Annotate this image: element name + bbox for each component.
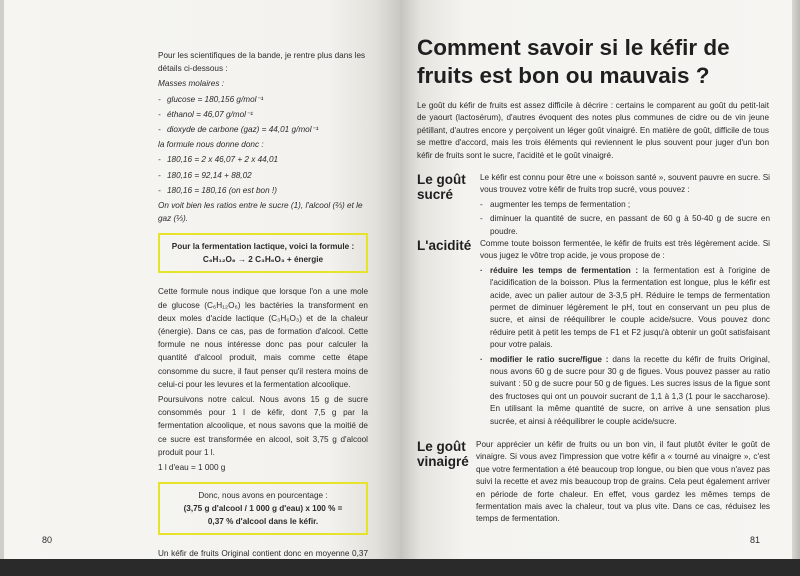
section-heading-acidity: L'acidité xyxy=(417,238,472,253)
page-edge-right xyxy=(792,0,800,559)
mass-item: - éthanol = 46,07 g/mol⁻¹ xyxy=(158,108,368,121)
box-title: Donc, nous avons en pourcentage : xyxy=(198,491,328,501)
paragraph: Cette formule nous indique que lorsque l'on a une mole de glucose (C₆H₁₂O₆) les bactéries la transforment en deux moles d'acide lactique (C₃H₆O₃) et de la chaleur (énergie). Dans ce cas, pas de formation d'alcool. Cette formule ne nous intéresse donc pas pour calculer la quantité d'alcool produit, mais comme cette étape consomme du sucre, il faut penser qu'il restera moins de celui-ci pour les levures et la fermentation alcoolique. xyxy=(158,287,368,389)
section-sweet xyxy=(480,172,770,240)
section-heading-vinegar: Le goût vinaigré xyxy=(417,439,469,469)
page-number: 80 xyxy=(42,535,53,545)
formula-line: - 180,16 = 92,14 + 88,02 xyxy=(158,169,368,182)
box-formula: C₆H₁₂O₆ → 2 C₃H₆O₃ + énergie xyxy=(202,255,324,265)
formula-label: la formule nous donne donc : xyxy=(158,140,264,150)
ratios-text: On voit bien les ratios entre le sucre (1), l'alcool (⅔) et le gaz (⅓). xyxy=(158,201,363,224)
conclusion: Un kéfir de fruits Original contient donc en moyenne 0,37 % d'alcool. xyxy=(158,549,368,572)
water-line: 1 l d'eau = 1 000 g xyxy=(158,463,226,473)
mass-item: - dioxyde de carbone (gaz) = 44,01 g/mol⁻¹ xyxy=(158,123,368,136)
section-acidity xyxy=(480,238,770,430)
page-title: Comment savoir si le kéfir de fruits est bon ou mauvais ? xyxy=(417,35,730,88)
list-item: - augmenter les temps de fermentation ; xyxy=(480,199,770,211)
item-text: la fermentation est à l'origine de l'acidification de la boisson. Plus la fermentation est longue, plus le kéfir est acide, avec un palier autour de 3-3,5 pH. Réduire le temps de fermentation permet de diminuer légèrement le pH, tout en conservant un peu plus de sucre, et ainsi de rééquilibrer le couple acide/sucre. Vous pouvez donc réduire petit à petit les temps de F1 et F2 jusqu'à obtenir un goût satisfaisant pour votre palais. xyxy=(490,265,770,350)
box-line: (3,75 g d'alcool / 1 000 g d'eau) x 100 % = xyxy=(183,504,343,514)
left-page xyxy=(0,0,400,572)
page-edge-left xyxy=(0,0,4,559)
box-title: Pour la fermentation lactique, voici la formule : xyxy=(171,242,355,252)
mass-item: - glucose = 180,156 g/mol⁻¹ xyxy=(158,93,368,106)
section-heading-sweet: Le goût sucré xyxy=(417,172,466,202)
item-bold: modifier le ratio sucre/figue : xyxy=(490,354,609,364)
section-text: Pour apprécier un kéfir de fruits ou un bon vin, il faut plutôt éviter le goût de vinaigre. Si vous avez l'impression que votre kéfir a « tourné au vinaigre », c'est que votre fermentation a été beaucoup trop longue, ou bien que vous n'avez pas suivi la recette et avez mis beaucoup trop de grains. Cela peut également arriver en période de forte chaleur. En effet, vous gardez les mêmes temps de fermentation mais avec la chaleur, tout va plus vite. Dans ce cas, réduisez les temps de fermentation. xyxy=(476,440,770,524)
item-bold: réduire les temps de fermentation : xyxy=(490,265,639,275)
left-intro: Pour les scientifiques de la bande, je rentre plus dans les détails ci-dessous : xyxy=(158,51,366,74)
page-number: 81 xyxy=(750,535,761,545)
percentage-box xyxy=(158,482,368,535)
formula-line: - 180,16 = 2 x 46,07 + 2 x 44,01 xyxy=(158,153,368,166)
section-text: Le kéfir est connu pour être une « boisson santé », souvent pauvre en sucre. Si vous trouvez votre kéfir de fruits trop sucré, vous pouvez : xyxy=(480,173,770,195)
masses-label: Masses molaires : xyxy=(158,79,224,89)
list-item xyxy=(480,354,770,428)
formula-line: - 180,16 = 180,16 (on est bon !) xyxy=(158,184,368,197)
box-line: 0,37 % d'alcool dans le kéfir. xyxy=(207,517,319,527)
lactic-formula-box xyxy=(158,233,368,273)
list-item xyxy=(480,265,770,352)
section-vinegar xyxy=(476,439,770,528)
section-text: Comme toute boisson fermentée, le kéfir de fruits est très légèrement acide. Si vous jugez le vôtre trop acide, je vous propose de : xyxy=(480,239,770,261)
paragraph: Poursuivons notre calcul. Nous avons 15 g de sucre consommés pour 1 l de kéfir, dont 7,5 g par la fermentation alcoolique, et nous savons que la moitié de ce sucre est transformée en alcool, soit 3,75 g d'alcool produit pour 1 l. xyxy=(158,395,368,457)
list-item: - diminuer la quantité de sucre, en passant de 60 g à 50-40 g de sucre en poudre. xyxy=(480,213,770,238)
right-intro: Le goût du kéfir de fruits est assez difficile à décrire : certains le comparent au goût du petit-lait de yaourt (lactosérum), d'autres évoquent des notes plus communes de cidre ou de vin jeune pétillant, d'autres encore y perçoivent un léger goût vinaigré. En matière de goût, difficile de tous se mettre d'accord, mais les trois éléments qui reviennent le plus souvent pour juger d'un bon kéfir de fruits sont le sucre, l'acidité et le goût vinaigré. xyxy=(417,101,769,160)
item-text: dans la recette du kéfir de fruits Original, nous avons 60 g de sucre pour 30 g de figues. Vous pouvez passer au ratio suivant : 50 g de sucre pour 50 g de figues. Les sucres issus de la figue sont des fructoses qui ont un pouvoir sucrant de 1,1 à 1,3 (1 pour le saccharose). En utilisant la même quantité de sucre, on arrive à une sensation plus sucrée, et ainsi à rééquilibrer le couple acide/sucre. xyxy=(490,354,771,426)
left-column xyxy=(158,49,368,576)
